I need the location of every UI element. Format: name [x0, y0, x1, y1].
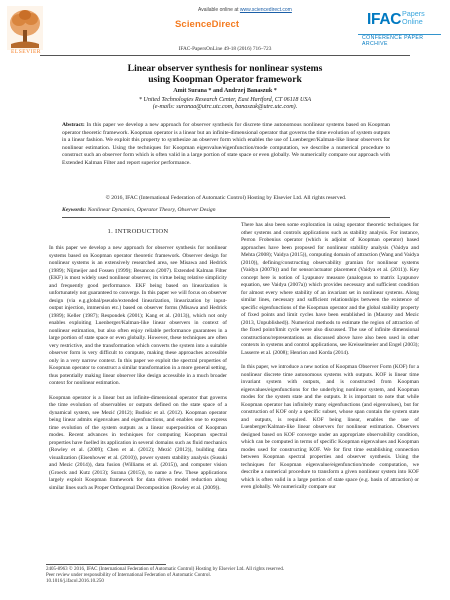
paper-title-line-2: using Koopman Operator framework	[148, 74, 302, 85]
keywords	[62, 207, 390, 213]
footer	[46, 567, 284, 586]
sciencedirect-link[interactable]: www.sciencedirect.com	[239, 7, 292, 13]
keywords-label: Keywords:	[62, 207, 87, 213]
ifac-papers-word: Papers	[402, 9, 425, 18]
header-rule	[40, 55, 410, 56]
abstract	[62, 122, 390, 168]
available-online	[198, 7, 292, 13]
authors: Amit Surana * and Andrzej Banaszuk *	[173, 88, 277, 94]
ifac-logo-text: IFAC	[367, 11, 402, 28]
section-heading-introduction: 1. INTRODUCTION	[107, 228, 169, 235]
ifac-papers-online	[402, 10, 442, 25]
affiliation-emails: (e-mails: suranaa@utrc.utc.com, banaszuk@utrc.utc.com).	[152, 104, 298, 110]
footer-issn: 2405-8963 © 2016, IFAC (International Federation of Automatic Control) Hosting by Elsevier Ltd. All rights reserved.	[46, 567, 285, 572]
affiliation-line-1: * United Technologies Research Center, East Hartford, CT 06118 USA	[138, 97, 312, 103]
right-paragraph-1: There has also been some exploration in using operator theoretic techniques for other systems and controls applications such as stability analysis. For instance, Perron Frobenius operator (which is adjoint of Koopman operator) based approaches have been proposed for nonlinear stability analysis (Vaidya and Mehta (2008); Vaidya (2015)), computing domain of attraction (Wang and Vaidya (2010)), defining/constructing observability gramian for nonlinear systems (Vaidya (2007b)) and for sensor/actuator placement (Vaidya et al. (2011)). Key concept here is notion of Lyapunov measure (analogous to matrix Lyapunov equation, see Vaidya (2007a)) which provides necessary and sufficient condition for almost every where stability of an invariant set in nonlinear systems. Along similar lines, necessary and sufficient relationships between the existence of specific eigenfunctions of the Koopman operator and the global stability property of fixed points and limit cycles have been established in (Mauroy and Mezic (2013, Unpublished)). Numerical methods to estimate the region of attraction of the fixed point/limit cycle were also discussed. The use of infinite dimensional constructions/representations as discussed above have also been used in other contexts in systems and control applications, see Kreisselmeier and Engel (2003); Lasserre et al. (2008); Henrion and Korda (2014).	[241, 222, 419, 356]
footer-doi: 10.1016/j.ifacol.2016.10.250	[46, 579, 104, 585]
intro-paragraph-1: In this paper we develop a new approach for observer synthesis for nonlinear systems based on Koopman operator theoretic framework. Observer design for nonlinear systems is an extensively researched area, see Misawa and Hedrick (1989); Nijmeijer and Fossen (1999); Besancon (2007). Extended Kalman Filter (EKF) is most widely used nonlinear observer, its virtue being relative simplicity and frequently good performance. EKF being based on linearization is unfortunately not guaranteed to converge. In this paper we will focus on observer design (via e.g.global/pseudo/extended linearization, linearization by input-output injection, immersion etc.) based on observer forms (Misawa and Hedrick (1989); Keller (1987); Respondek (2001); Kang et al. (2013)), which not only enables exploiting Luenberger/Kalman-like linear observers in context of nonlinear estimation, but also often enjoy reliable performance guarantees in a large portion of state space or even globally. However, these techniques are often very restrictive, and the transformation which converts the system into a suitable observer form is very difficult to compute, making these approaches accessible only in a very narrow context. In this paper we exploit the spectral properties of Koopman operator to construct a similar transformation in a more general setting, thus potentially making linear observer like design accessible in a much broader context for nonlinear estimation.	[49, 245, 227, 386]
sciencedirect-wordmark: ScienceDirect	[175, 19, 240, 30]
journal-reference: IFAC-PapersOnLine 49-18 (2016) 716–723	[178, 46, 272, 52]
ifac-conference-archive: CONFERENCE PAPER ARCHIVE	[362, 35, 424, 47]
footer-peer-review: Peer review under responsibility of International Federation of Automatic Control.	[46, 573, 211, 579]
abstract-rule	[62, 217, 390, 218]
paper-title-line-1: Linear observer synthesis for nonlinear systems	[127, 63, 323, 74]
abstract-label: Abstract:	[62, 122, 85, 128]
affiliation	[0, 97, 450, 111]
elsevier-tree-logo	[7, 6, 43, 50]
ifac-online-word: Online	[402, 16, 423, 26]
left-column	[49, 245, 227, 492]
intro-paragraph-2: Koopman operator is a linear but an infinite-dimensional operator that governs the time evolution of observables or outputs defined on the state space of a dynamical system, see Mezić (2012); Budisic et al. (2012). Koopman operator being linear admits eigenvalues and eigenfunctions, and enables one to express time evolution of the system outputs as a linear superposition of Koopman modes. Recent advances in techniques for computing Koopman spectral properties have fuelled its application in several domains such as fluid mechanics (Rowley et al. (2009); Chen et al. (2012); Mezić (2012)), building data visualization (Eisenhower et al. (2010)), power system stability analysis (Susuki and Mezic (2014)), data fusion (Williams et al. (2015)), and computer vision (Groeck and Kutz (2013); Surana (2015)), to name a few. These applications largely exploit Koopman framework for data driven model reduction along similar lines such as Proper Orthogonal Decomposition (Rowley et al. (2009)).	[49, 394, 227, 491]
footer-rule	[46, 564, 166, 565]
right-paragraph-2: In this paper, we introduce a new notion of Koopman Observer Form (KOF) for a nonlinear discrete time autonomous systems with outputs. KOF is linear time invariant system with outputs, and is constructed from Koopman eigenvalues/eigenfunctions for the underlying nonlinear system, and Koopman modes for the system state and the outputs. It is important to note that while Koopman operator has infinitely many eigenfunctions (and eigenvalues), but for construction of KOF only a specific subset, whose span contain the system state and outputs, is required. KOF being linear, enables the use of Luenberger/Kalman-like linear observers for nonlinear estimation. Observers designed based on KOF converge under an appropriate observability condition, which can be computed in terms of specific Koopman eigenvalues and Koopman modes used for constructing KOF. We for first time establishing connection between Koopman spectral properties and observer synthesis. Using the techniques for Koopman eigenvalue/eigenfunction/mode computation, we describe a numerical procedure to transform a given nonlinear system into KOF which is often valid in a large portion of state space (e.g. basin of attraction) or even globally. We numerically compare our	[241, 364, 419, 490]
right-column	[241, 222, 419, 492]
abstract-text: In this paper we develop a new approach for observer synthesis for discrete time autonomous nonlinear systems based on Koopman operator theoretic framework. Koopman operator is a linear but an infinite-dimensional operator that governs the time evolution of system outputs in a linear fashion. We exploit this property to synthesize an observer form which enables the use of Luenberger/Kalman-like linear observers for nonlinear estimation. Using the techniques for Koopman eigenvalue/eigenfunction/mode computation, we describe a numerical procedure to construct such an observer form which is often valid in a large portion of state space or even globally. We numerically compare our approach with Extended Kalman Filter and report superior performance.	[62, 122, 390, 166]
elsevier-label: ELSEVIER	[11, 49, 41, 55]
available-text: Available online at	[198, 7, 240, 13]
copyright-notice: © 2016, IFAC (International Federation of Automatic Control) Hosting by Elsevier Ltd. All rights reserved.	[105, 195, 347, 201]
keywords-text: Nonlinear Dynamics, Operator Theory, Observer Design	[87, 207, 216, 213]
